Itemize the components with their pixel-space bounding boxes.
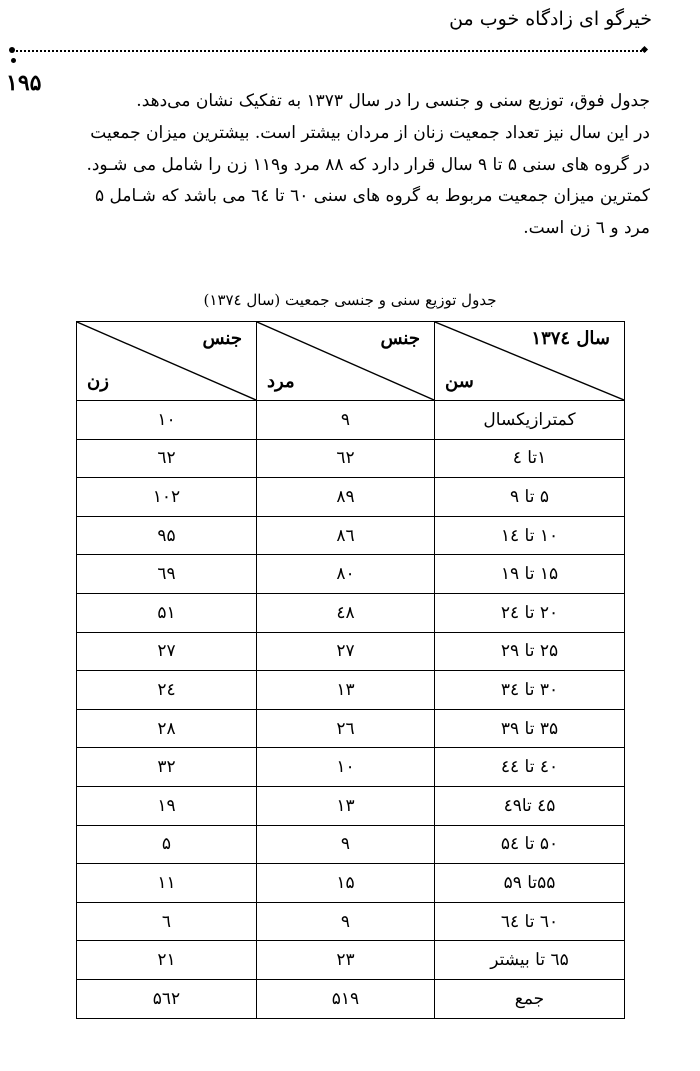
female-count-cell: ۲٤ [77,671,257,710]
male-count-cell: ۵۱۹ [257,979,435,1018]
female-count-cell: ۱۱ [77,864,257,903]
female-count-cell: ۲۸ [77,709,257,748]
body-paragraph [46,86,650,245]
header-year-label: سال ۱۳۷٤ [531,328,610,349]
header-cell-female [77,322,257,401]
table-row [77,439,625,478]
male-count-cell: ۸٦ [257,516,435,555]
table-row [77,478,625,517]
table-header-row [77,322,625,401]
running-header-title: خیرگو ای زادگاه خوب من [449,8,652,30]
female-count-cell: ٦ [77,902,257,941]
male-count-cell: ٤۸ [257,593,435,632]
male-count-cell: ۱۳ [257,786,435,825]
header-divider [12,50,646,52]
age-cell: ۲۰ تا ۲٤ [435,593,625,632]
header-age-label: سن [445,371,474,392]
table-caption: جدول توزیع سنی و جنسی جمعیت (سال ۱۳۷٤) [203,291,497,309]
table-row [77,671,625,710]
female-count-cell: ۹۵ [77,516,257,555]
table-row [77,786,625,825]
paragraph-line: در گروه های سنی ۵ تا ۹ سال قرار دارد که ۸۸ مرد و۱۱۹ زن را شامل می شـود. [86,154,650,175]
paragraph-line: جدول فوق، توزیع سنی و جنسی را در سال ۱۳۷۳ به تفکیک نشان می‌دهد. [136,91,650,111]
female-count-cell: ٦۹ [77,555,257,594]
male-count-cell: ۸۹ [257,478,435,517]
male-count-cell: ۱۵ [257,864,435,903]
male-count-cell: ۲۷ [257,632,435,671]
female-count-cell: ۲۷ [77,632,257,671]
header-cell-male [257,322,435,401]
male-count-cell: ۸۰ [257,555,435,594]
female-count-cell: ٦۲ [77,439,257,478]
age-cell: ۵۵تا ۵۹ [435,864,625,903]
table-row [77,555,625,594]
female-count-cell: ۲۱ [77,941,257,980]
female-count-cell: ۱۰ [77,401,257,440]
female-count-cell: ۵٦۲ [77,979,257,1018]
age-cell: ۱تا ٤ [435,439,625,478]
age-cell: ۵۰ تا ۵٤ [435,825,625,864]
age-cell: ٤۵ تا٤۹ [435,786,625,825]
table-row [77,709,625,748]
table-row [77,979,625,1018]
header-sex-label: جنس [202,328,242,349]
population-table [76,321,625,1019]
divider-ornament-dot [11,58,16,63]
paragraph-line: در این سال نیز تعداد جمعیت زنان از مردان بیشتر است. بیشترین میزان جمعیت [90,122,650,143]
male-count-cell: ۲٦ [257,709,435,748]
header-male-label: مرد [267,371,295,392]
header-cell-age [435,322,625,401]
table-row [77,748,625,787]
table-row [77,941,625,980]
male-count-cell: ۱۳ [257,671,435,710]
header-female-label: زن [87,371,109,392]
table-row [77,864,625,903]
table-row [77,632,625,671]
paragraph-line: مرد و ٦ زن است. [523,218,650,239]
male-count-cell: ۹ [257,401,435,440]
female-count-cell: ۵ [77,825,257,864]
age-cell: ٤۰ تا ٤٤ [435,748,625,787]
female-count-cell: ۱۰۲ [77,478,257,517]
table-row [77,825,625,864]
table-row [77,902,625,941]
age-cell: جمع [435,979,625,1018]
paragraph-line: کمترین میزان جمعیت مربوط به گروه های سنی ٦۰ تا ٦٤ می باشد که شـامل ۵ [94,186,650,207]
age-cell: ۳۵ تا ۳۹ [435,709,625,748]
male-count-cell: ۱۰ [257,748,435,787]
divider-end-dot [9,47,15,53]
age-cell: ۳۰ تا ۳٤ [435,671,625,710]
table-row [77,516,625,555]
age-cell: ۱۵ تا ۱۹ [435,555,625,594]
table-row [77,593,625,632]
female-count-cell: ۳۲ [77,748,257,787]
female-count-cell: ۱۹ [77,786,257,825]
age-cell: ۱۰ تا ۱٤ [435,516,625,555]
page-number: ۱۹۵ [6,70,42,96]
table-row [77,401,625,440]
age-cell: ٦۰ تا ٦٤ [435,902,625,941]
age-cell: ۲۵ تا ۲۹ [435,632,625,671]
male-count-cell: ۹ [257,902,435,941]
age-cell: کمترازیکسال [435,401,625,440]
male-count-cell: ۲۳ [257,941,435,980]
male-count-cell: ٦۲ [257,439,435,478]
header-sex-label: جنس [380,328,420,349]
female-count-cell: ۵۱ [77,593,257,632]
age-cell: ٦۵ تا بیشتر [435,941,625,980]
age-cell: ۵ تا ۹ [435,478,625,517]
male-count-cell: ۹ [257,825,435,864]
